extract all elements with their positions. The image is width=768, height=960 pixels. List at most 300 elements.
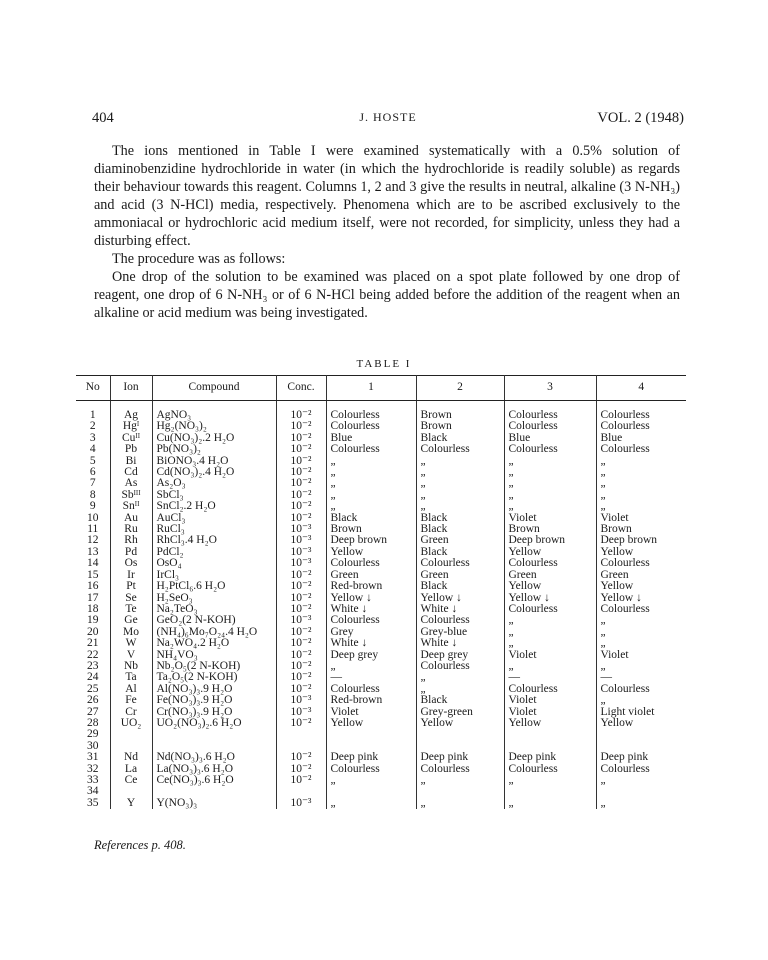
table-cell-c2: Black <box>416 581 504 592</box>
table-cell-no: 7 <box>76 478 110 489</box>
table-cell-c1: Colourless <box>326 410 416 421</box>
table-cell-ion: As <box>110 478 152 489</box>
table-cell-compound: Cu(NO₃)₂.2 H₂O <box>152 433 276 444</box>
table-cell-c1: Grey <box>326 627 416 638</box>
table-cell-c1: „ <box>326 478 416 489</box>
table-cell-c2 <box>416 786 504 797</box>
table-cell-ion: Te <box>110 604 152 615</box>
table-cell-no: 12 <box>76 535 110 546</box>
table-cell-c3: Deep pink <box>504 752 596 763</box>
table-cell-c3: Colourless <box>504 558 596 569</box>
table-cell-ion: Fe <box>110 695 152 706</box>
table-cell-compound: Na₂TeO₃ <box>152 604 276 615</box>
table-cell-conc: 10⁻² <box>276 661 326 672</box>
table-cell-no: 1 <box>76 410 110 421</box>
table-cell-compound: Cd(NO₃)₂.4 H₂O <box>152 467 276 478</box>
table-cell-ion: Au <box>110 513 152 524</box>
table-cell-c3: „ <box>504 798 596 809</box>
table-cell-c1: Colourless <box>326 558 416 569</box>
table-row <box>76 581 686 592</box>
table-cell-c4: „ <box>600 615 606 627</box>
table-cell-conc: 10⁻² <box>276 764 326 775</box>
table-cell-c3: „ <box>504 456 596 467</box>
table-cell-conc: 10⁻² <box>276 672 326 683</box>
table-cell-c2: Black <box>416 695 504 706</box>
references-note: References p. 408. <box>94 838 186 852</box>
table-cell-c1: White ↓ <box>326 638 416 649</box>
table-cell-c3: Colourless <box>504 421 596 432</box>
col-header-conc: Conc. <box>276 376 326 401</box>
table-cell-c3 <box>504 729 596 740</box>
table-cell-ion: Nb <box>110 661 152 672</box>
table-cell-no: 29 <box>76 729 110 740</box>
table-cell-compound <box>152 741 276 752</box>
volume-info: VOL. 2 (1948) <box>597 110 684 126</box>
table-cell-conc: 10⁻² <box>276 638 326 649</box>
table-cell-c4: „ <box>600 695 606 707</box>
table-cell-c3: Colourless <box>504 684 596 695</box>
table-cell-c4: „ <box>600 638 606 650</box>
table-cell-c1: Brown <box>326 524 416 535</box>
table-cell-compound <box>152 786 276 797</box>
running-author: J. HOSTE <box>359 110 417 124</box>
table-row <box>76 729 686 740</box>
table-cell-ion: Ir <box>110 570 152 581</box>
table-row <box>76 478 686 489</box>
table-cell-c4: Yellow ↓ <box>600 592 642 604</box>
table-cell-c4 <box>596 729 686 740</box>
table-cell-ion: Se <box>110 593 152 604</box>
table-cell-c4: „ <box>600 797 606 809</box>
table-row <box>76 535 686 546</box>
table-row <box>76 490 686 501</box>
table-cell-compound: SbCl₃ <box>152 490 276 501</box>
table-row <box>76 604 686 615</box>
table-row <box>76 650 686 661</box>
table-cell-c3: Green <box>504 570 596 581</box>
table-cell-c2: Colourless <box>416 444 504 455</box>
table-cell-c3: Deep brown <box>504 535 596 546</box>
table-cell-conc <box>276 729 326 740</box>
table-cell-c3 <box>504 741 596 752</box>
table-cell-c3: Colourless <box>504 604 596 615</box>
table-cell-no: 9 <box>76 501 110 512</box>
table-body <box>76 401 686 810</box>
table-cell-c3: „ <box>504 638 596 649</box>
table-cell-conc: 10⁻² <box>276 593 326 604</box>
table-cell-c4 <box>596 786 686 797</box>
table-row <box>76 444 686 455</box>
table-cell-ion <box>110 729 152 740</box>
table-cell-compound: Nb₂O₅(2 N-KOH) <box>152 661 276 672</box>
table-cell-c1: Deep brown <box>326 535 416 546</box>
table-cell-c4: — <box>600 672 612 684</box>
table-cell-conc: 10⁻³ <box>276 615 326 626</box>
table-cell-c3: Violet <box>504 650 596 661</box>
table-cell-c2: White ↓ <box>416 638 504 649</box>
table-cell-compound: GeO₂(2 N-KOH) <box>152 615 276 626</box>
table-cell-c1: Red-brown <box>326 581 416 592</box>
table-cell-no: 23 <box>76 661 110 672</box>
table-cell-conc: 10⁻² <box>276 456 326 467</box>
table-cell-no: 27 <box>76 707 110 718</box>
table-cell-conc: 10⁻² <box>276 513 326 524</box>
paragraph-procedure: One drop of the solution to be examined was placed on a spot plate followed by one drop of reagent, one drop of 6 N-NH₃ or of 6 N-HCl being added before the addition of the reagent when an alkaline or acid medium was being investigated. <box>94 269 680 321</box>
table-cell-c4: „ <box>600 489 606 501</box>
table-cell-no: 6 <box>76 467 110 478</box>
table-cell-c2: Colourless <box>416 764 504 775</box>
table-cell-c3: Colourless <box>504 444 596 455</box>
table-cell-conc: 10⁻² <box>276 752 326 763</box>
table-cell-ion: Rh <box>110 535 152 546</box>
col-header-compound: Compound <box>152 376 276 401</box>
table-cell-compound <box>152 729 276 740</box>
table-cell-compound: RuCl₃ <box>152 524 276 535</box>
table-cell-c4: Colourless <box>600 421 650 433</box>
table-cell-c3: „ <box>504 627 596 638</box>
table-cell-no: 21 <box>76 638 110 649</box>
table-cell-c4: „ <box>600 467 606 479</box>
table-row <box>76 764 686 775</box>
table-cell-no: 2 <box>76 421 110 432</box>
table-row <box>76 786 686 797</box>
table-cell-ion <box>110 786 152 797</box>
table-cell-c3 <box>504 786 596 797</box>
table-cell-compound: Fe(NO₃)₃.9 H₂O <box>152 695 276 706</box>
table-cell-c2: Grey-blue <box>416 627 504 638</box>
table-cell-c4: Colourless <box>600 603 650 615</box>
table-cell-no: 3 <box>76 433 110 444</box>
table-cell-c3: „ <box>504 478 596 489</box>
table-cell-c3: „ <box>504 490 596 501</box>
table-cell-no: 13 <box>76 547 110 558</box>
table-row <box>76 558 686 569</box>
table-cell-c4: Violet <box>600 649 629 661</box>
table-row <box>76 513 686 524</box>
table-cell-c2: Green <box>416 570 504 581</box>
col-header-col4: 4 <box>596 376 686 401</box>
table-cell-c3: Violet <box>504 695 596 706</box>
table-cell-compound: H₂SeO₃ <box>152 593 276 604</box>
table-cell-ion <box>110 741 152 752</box>
table-cell-ion: Cd <box>110 467 152 478</box>
table-cell-ion: Ce <box>110 775 152 786</box>
table-cell-conc: 10⁻² <box>276 570 326 581</box>
table-row <box>76 707 686 718</box>
table-cell-c1: „ <box>326 456 416 467</box>
table-cell-conc: 10⁻³ <box>276 558 326 569</box>
table-cell-c2: Deep grey <box>416 650 504 661</box>
table-cell-compound: BiONO₃.4 H₂O <box>152 456 276 467</box>
table-cell-c3: „ <box>504 501 596 512</box>
table-cell-conc: 10⁻² <box>276 467 326 478</box>
table-cell-compound: OsO₄ <box>152 558 276 569</box>
table-cell-c4: „ <box>600 478 606 490</box>
table-cell-ion: Hgᴵ <box>110 421 152 432</box>
table-cell-c4: Colourless <box>600 683 650 695</box>
table-cell-c1: White ↓ <box>326 604 416 615</box>
table-cell-conc <box>276 741 326 752</box>
table-cell-compound: La(NO₃)₃.6 H₂O <box>152 764 276 775</box>
table-cell-no: 33 <box>76 775 110 786</box>
table-row <box>76 741 686 752</box>
table-cell-no: 25 <box>76 684 110 695</box>
table-cell-no: 24 <box>76 672 110 683</box>
table-cell-no: 20 <box>76 627 110 638</box>
table-cell-c2: Brown <box>416 410 504 421</box>
table-cell-c3: Blue <box>504 433 596 444</box>
table-cell-c1: „ <box>326 501 416 512</box>
table-cell-ion: La <box>110 764 152 775</box>
table-cell-conc: 10⁻² <box>276 718 326 729</box>
table-cell-conc <box>276 786 326 797</box>
table-cell-compound: Ta₂O₅(2 N-KOH) <box>152 672 276 683</box>
table-cell-conc: 10⁻² <box>276 581 326 592</box>
table-cell-no: 8 <box>76 490 110 501</box>
table-header-row <box>76 376 686 401</box>
table-cell-ion: V <box>110 650 152 661</box>
table-cell-c4: „ <box>600 501 606 513</box>
table-cell-c2: White ↓ <box>416 604 504 615</box>
table-cell-c2: Black <box>416 433 504 444</box>
table-cell-ion: Os <box>110 558 152 569</box>
table-cell-c1 <box>326 741 416 752</box>
table-cell-c1: — <box>326 672 416 683</box>
paragraph-procedure-label: The procedure was as follows: <box>112 251 286 267</box>
table-cell-c1: Colourless <box>326 444 416 455</box>
col-header-acid: 3 <box>504 376 596 401</box>
table-cell-conc: 10⁻² <box>276 490 326 501</box>
table-row <box>76 501 686 512</box>
table-cell-compound: Cr(NO₃)₃.9 H₂O <box>152 707 276 718</box>
table-cell-c2: „ <box>416 798 504 809</box>
table-cell-compound: RhCl₃.4 H₂O <box>152 535 276 546</box>
col-header-ion: Ion <box>110 376 152 401</box>
table-cell-c4: Yellow <box>600 717 634 729</box>
table-row <box>76 627 686 638</box>
table-cell-conc: 10⁻³ <box>276 707 326 718</box>
table-cell-c1: „ <box>326 775 416 786</box>
table-cell-no: 34 <box>76 786 110 797</box>
table-cell-compound: H₂PtCl₆.6 H₂O <box>152 581 276 592</box>
table-cell-compound: UO₂(NO₃)₂.6 H₂O <box>152 718 276 729</box>
table-cell-no: 35 <box>76 798 110 809</box>
table-row <box>76 410 686 421</box>
table-cell-compound: Na₂WO₄.2 H₂O <box>152 638 276 649</box>
col-header-neutral: 1 <box>326 376 416 401</box>
table-cell-c2: Grey-green <box>416 707 504 718</box>
table-cell-c4: Light violet <box>600 706 655 718</box>
table-cell-ion: Al <box>110 684 152 695</box>
body-text <box>94 142 680 322</box>
table-cell-c1: Violet <box>326 707 416 718</box>
table-cell-c3: „ <box>504 661 596 672</box>
table-cell-conc: 10⁻³ <box>276 695 326 706</box>
table-cell-c2: Colourless <box>416 558 504 569</box>
col-header-no: No <box>76 376 110 401</box>
table-cell-ion: Cuᴵᴵ <box>110 433 152 444</box>
table-row <box>76 661 686 672</box>
table-cell-c4: Deep pink <box>600 752 649 764</box>
table-cell-ion: Cr <box>110 707 152 718</box>
table-cell-c4: Brown <box>600 524 632 536</box>
table-row <box>76 638 686 649</box>
table-cell-c1: Green <box>326 570 416 581</box>
table-cell-c2: Brown <box>416 421 504 432</box>
table-cell-c3: „ <box>504 615 596 626</box>
table-cell-c3: Yellow ↓ <box>504 593 596 604</box>
table-cell-conc: 10⁻² <box>276 627 326 638</box>
table-cell-no: 32 <box>76 764 110 775</box>
table-cell-conc: 10⁻³ <box>276 798 326 809</box>
table-cell-c1: Yellow <box>326 718 416 729</box>
table-cell-conc: 10⁻³ <box>276 547 326 558</box>
table-cell-c1: „ <box>326 661 416 672</box>
table-cell-compound: Hg₂(NO₃)₂ <box>152 421 276 432</box>
table-cell-compound: Pb(NO₃)₂ <box>152 444 276 455</box>
table-cell-c2 <box>416 729 504 740</box>
table-cell-c1: Colourless <box>326 764 416 775</box>
table-row <box>76 672 686 683</box>
table-cell-c3: Colourless <box>504 764 596 775</box>
table-cell-ion: W <box>110 638 152 649</box>
table-cell-c2: Colourless <box>416 661 504 672</box>
table-cell-compound: As₂O₃ <box>152 478 276 489</box>
table-cell-c3: Brown <box>504 524 596 535</box>
table-row <box>76 456 686 467</box>
table-cell-c2: Colourless <box>416 615 504 626</box>
table-cell-c4: „ <box>600 626 606 638</box>
table-cell-ion: UO₂ <box>110 718 152 729</box>
table-cell-ion: Nd <box>110 752 152 763</box>
table-row <box>76 752 686 763</box>
table-cell-c1: Deep grey <box>326 650 416 661</box>
table-cell-conc: 10⁻² <box>276 684 326 695</box>
table-cell-c3: Yellow <box>504 547 596 558</box>
table-cell-compound: Y(NO₃)₃ <box>152 798 276 809</box>
table-cell-c3: „ <box>504 467 596 478</box>
table-cell-c2: „ <box>416 478 504 489</box>
table-cell-c2: „ <box>416 456 504 467</box>
table-cell-ion: Ru <box>110 524 152 535</box>
table-row <box>76 524 686 535</box>
table-cell-no: 18 <box>76 604 110 615</box>
table-cell-compound: PdCl₂ <box>152 547 276 558</box>
table-cell-c2: Deep pink <box>416 752 504 763</box>
table-cell-c1: „ <box>326 798 416 809</box>
table-cell-c2: „ <box>416 672 504 683</box>
table-cell-c4: Deep brown <box>600 535 658 547</box>
table-cell-ion: Y <box>110 798 152 809</box>
table-cell-c2: „ <box>416 684 504 695</box>
table-row <box>76 433 686 444</box>
table-cell-compound: (NH₄)₆Mo₇O₂₄.4 H₂O <box>152 627 276 638</box>
table-cell-conc: 10⁻² <box>276 775 326 786</box>
table-cell-c2: Yellow <box>416 718 504 729</box>
table-cell-compound: Nd(NO₃)₃.6 H₂O <box>152 752 276 763</box>
table-cell-c3: Yellow <box>504 718 596 729</box>
table-cell-no: 19 <box>76 615 110 626</box>
table-row <box>76 775 686 786</box>
table-cell-c2: Black <box>416 513 504 524</box>
table-row <box>76 695 686 706</box>
table-cell-c3: Yellow <box>504 581 596 592</box>
table-row <box>76 718 686 729</box>
table-cell-c4: „ <box>600 455 606 467</box>
table-cell-c2: Yellow ↓ <box>416 593 504 604</box>
table-cell-no: 22 <box>76 650 110 661</box>
table-row <box>76 798 686 809</box>
table-cell-c2: Black <box>416 547 504 558</box>
table-cell-ion: Ag <box>110 410 152 421</box>
table-cell-conc: 10⁻² <box>276 421 326 432</box>
table-cell-compound: AgNO₃ <box>152 410 276 421</box>
table-cell-compound: IrCl₃ <box>152 570 276 581</box>
table-cell-c4: Colourless <box>600 558 650 570</box>
table-cell-no: 28 <box>76 718 110 729</box>
table-cell-c1: Deep pink <box>326 752 416 763</box>
table-cell-compound: Ce(NO₃)₃.6 H₂O <box>152 775 276 786</box>
table-cell-c1: Red-brown <box>326 695 416 706</box>
table-cell-c2 <box>416 741 504 752</box>
table-cell-c2: Black <box>416 524 504 535</box>
page-number: 404 <box>92 110 114 126</box>
table-cell-no: 4 <box>76 444 110 455</box>
table-cell-c4 <box>596 741 686 752</box>
table-cell-ion: Pt <box>110 581 152 592</box>
table-cell-no: 26 <box>76 695 110 706</box>
results-table <box>76 375 686 809</box>
table-cell-ion: Bi <box>110 456 152 467</box>
table-cell-c4: „ <box>600 775 606 786</box>
table-cell-compound: NH₄VO₃ <box>152 650 276 661</box>
table-spacer <box>76 401 686 411</box>
table-cell-c1: Colourless <box>326 615 416 626</box>
table-cell-compound: Al(NO₃)₃.9 H₂O <box>152 684 276 695</box>
paragraph-intro: The ions mentioned in Table I were examined systematically with a 0.5% solution of diaminobenzidine hydrochloride in water (in which the hydrochloride is readily soluble) as regards their behaviour towards this reagent. Columns 1, 2 and 3 give the results in neutral, alkaline (3 N-NH₃) and acid (3 N-HCl) media, respectively. Phenomena which are to be ascribed exclusively to the ammoniacal or hydrochloric acid medium itself, were not recorded, for simplicity, unless they had a disturbing effect. <box>94 143 680 249</box>
table-row <box>76 684 686 695</box>
table-row <box>76 467 686 478</box>
table-cell-conc: 10⁻² <box>276 650 326 661</box>
table-cell-ion: Ta <box>110 672 152 683</box>
table-cell-compound: SnCl₂.2 H₂O <box>152 501 276 512</box>
table-cell-c2: „ <box>416 490 504 501</box>
table-cell-c3: Colourless <box>504 410 596 421</box>
table-cell-c2: „ <box>416 501 504 512</box>
table-cell-ion: Sbᴵᴵᴵ <box>110 490 152 501</box>
table-cell-conc: 10⁻² <box>276 433 326 444</box>
table-cell-no: 17 <box>76 593 110 604</box>
table-cell-no: 14 <box>76 558 110 569</box>
table-cell-c3: Violet <box>504 513 596 524</box>
page-header <box>92 110 684 130</box>
table-cell-c4: Yellow <box>600 546 634 558</box>
table-cell-no: 10 <box>76 513 110 524</box>
table-cell-c1: Colourless <box>326 684 416 695</box>
table-cell-c1: Blue <box>326 433 416 444</box>
table-cell-no: 31 <box>76 752 110 763</box>
table-cell-c2: „ <box>416 775 504 786</box>
table-cell-c4: Green <box>600 569 629 581</box>
table-cell-no: 30 <box>76 741 110 752</box>
table-cell-c4: Violet <box>600 512 629 524</box>
table-cell-conc: 10⁻³ <box>276 535 326 546</box>
table-cell-c3: — <box>504 672 596 683</box>
table-cell-conc: 10⁻² <box>276 444 326 455</box>
col-header-alkaline: 2 <box>416 376 504 401</box>
table-caption: TABLE I <box>356 358 412 370</box>
table-cell-conc: 10⁻² <box>276 478 326 489</box>
